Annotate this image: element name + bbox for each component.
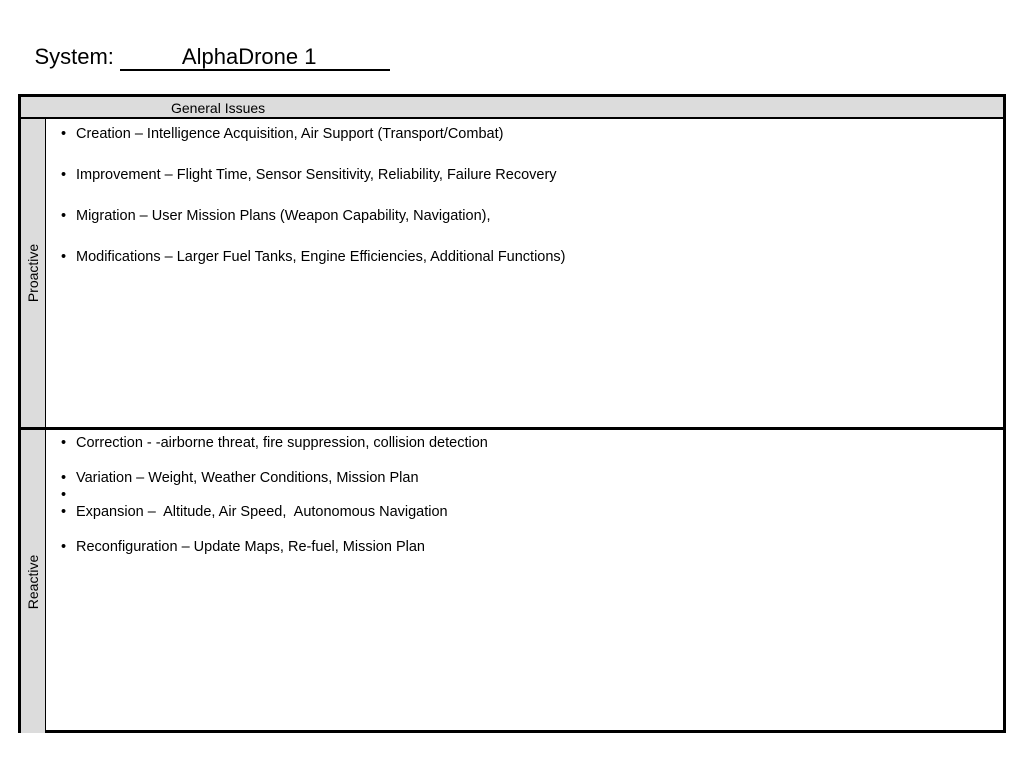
list-item: • Improvement – Flight Time, Sensor Sensitivity, Reliability, Failure Recovery — [61, 165, 993, 185]
list-item: • Expansion – Altitude, Air Speed, Autonomous Navigation — [61, 502, 993, 522]
list-item: • Reconfiguration – Update Maps, Re-fuel, Mission Plan — [61, 537, 993, 557]
reactive-label: Reactive — [25, 554, 41, 609]
proactive-side-bar — [21, 119, 46, 427]
proactive-label: Proactive — [25, 243, 41, 303]
reactive-side-bar — [21, 430, 46, 733]
system-label: System: — [34, 44, 114, 69]
reactive-list — [61, 430, 993, 557]
list-item: • Creation – Intelligence Acquisition, Air Support (Transport/Combat) — [61, 124, 993, 144]
list-item: • Correction - -airborne threat, fire suppression, collision detection — [61, 433, 993, 453]
reactive-section — [21, 427, 1003, 733]
list-item: • Modifications – Larger Fuel Tanks, Engine Efficiencies, Additional Functions) — [61, 247, 993, 267]
table-header — [21, 97, 1003, 119]
issues-table — [18, 94, 1006, 733]
table-header-label: General Issues — [171, 100, 266, 116]
system-name: AlphaDrone 1 — [120, 45, 390, 71]
system-line — [10, 15, 390, 99]
list-item: • Migration – User Mission Plans (Weapon Capability, Navigation), — [61, 206, 993, 226]
proactive-section — [21, 119, 1003, 427]
list-item: • Variation – Weight, Weather Conditions, Mission Plan — [61, 468, 993, 488]
proactive-list — [61, 119, 993, 267]
